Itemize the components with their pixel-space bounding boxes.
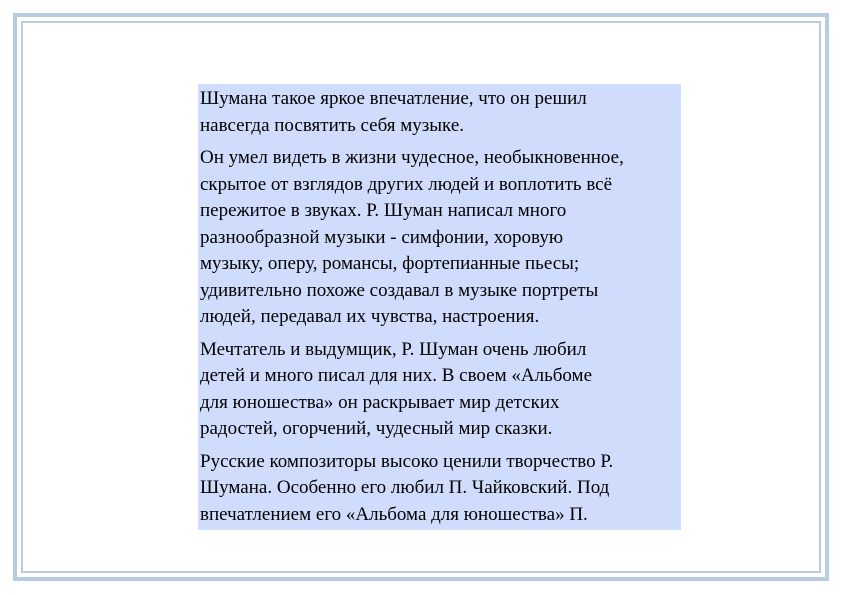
paragraph-1 (200, 86, 681, 139)
text-line: Русские композиторы высоко ценили творчество Р. (200, 450, 614, 472)
text-line: Шумана. Особенно его любил П. Чайковский. Под (200, 477, 610, 498)
text-line: людей, передавал их чувства, настроения. (200, 306, 540, 327)
text-line: Он умел видеть в жизни чудесное, необыкновенное, (200, 147, 624, 168)
paragraph-4 (200, 449, 681, 529)
text-line: впечатлением его «Альбома для юношества» П. (200, 503, 588, 525)
text-line: Мечтатель и выдумщик, Р. Шуман очень любил (200, 338, 587, 360)
paragraph-3 (200, 337, 681, 443)
paragraph-2 (200, 145, 681, 331)
text-line: музыку, оперу, романсы, фортепианные пьесы; (200, 253, 580, 274)
text-line: разнообразной музыки - симфонии, хоровую (200, 226, 564, 248)
text-line: пережитое в звуках. Р. Шуман написал много (200, 200, 567, 221)
text-line: Шумана такое яркое впечатление, что он решил (200, 88, 587, 109)
text-line: детей и много писал для них. В своем «Альбоме (200, 365, 593, 386)
text-line: навсегда посвятить себя музыке. (200, 114, 464, 136)
text-line: скрытое от взглядов других людей и воплотить всё (200, 173, 613, 195)
text-line: для юношества» он раскрывает мир детских (200, 391, 560, 413)
text-line: удивительно похоже создавал в музыке портреты (200, 279, 599, 301)
slide-text-block (198, 84, 681, 530)
text-line: радостей, огорчений, чудесный мир сказки. (200, 418, 553, 439)
